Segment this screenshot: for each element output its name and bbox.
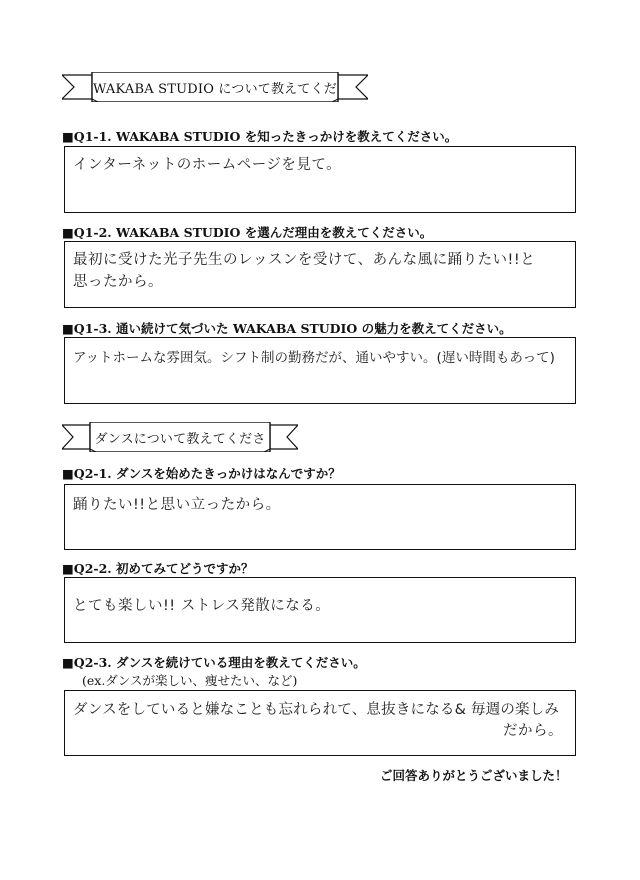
question-q2-2: ■Q2-2. 初めてみてどうですか？ bbox=[62, 561, 254, 576]
question-q1-1: ■Q1-1. WAKABA STUDIO を知ったきっかけを教えてください。 bbox=[62, 129, 458, 144]
section-title: ダンスについて教えてくださ bbox=[94, 431, 266, 447]
answer-box-q2-1 bbox=[64, 484, 576, 550]
answer-line: 最初に受けた光子先生のレッスンを受けて、あんな風に踊りたい!!と bbox=[73, 252, 536, 268]
question-q1-2: ■Q1-2. WAKABA STUDIO を選んだ理由を教えてください。 bbox=[62, 225, 433, 240]
section-ribbon-dance bbox=[62, 422, 298, 452]
answer-line: 思ったから。 bbox=[73, 274, 163, 290]
section-ribbon-studio bbox=[62, 72, 368, 102]
answer-box-q1-1 bbox=[64, 146, 576, 213]
closing-message: ご回答ありがとうございました！ bbox=[380, 768, 568, 783]
answer-line: ダンスをしていると嫌なことも忘れられて、息抜きになる& 毎週の楽しみ bbox=[73, 702, 560, 718]
question-q2-3: ■Q2-3. ダンスを続けている理由を教えてください。 bbox=[62, 655, 366, 670]
answer-line: インターネットのホームページを見て。 bbox=[73, 157, 342, 173]
answer-line: 踊りたい!!と思い立ったから。 bbox=[73, 497, 281, 513]
answer-box-q2-2 bbox=[64, 577, 576, 643]
answer-line: とても楽しい!! ストレス発散になる。 bbox=[73, 598, 331, 614]
question-note: (ex.ダンスが楽しい、痩せたい、など) bbox=[82, 673, 298, 688]
answer-line: アットホームな雰囲気。シフト制の勤務だが、通いやすい。(遅い時間もあって) bbox=[73, 350, 555, 366]
question-q1-3: ■Q1-3. 通い続けて気づいた WAKABA STUDIO の魅力を教えてください。 bbox=[62, 321, 512, 336]
question-q2-1: ■Q2-1. ダンスを始めたきっかけはなんですか？ bbox=[62, 466, 341, 481]
answer-box-q1-2 bbox=[64, 241, 576, 308]
section-title: WAKABA STUDIO について教えてくだ bbox=[93, 81, 337, 97]
answer-line: だから。 bbox=[503, 723, 563, 739]
answer-box-q1-3 bbox=[64, 337, 576, 404]
answer-box-q2-3 bbox=[64, 690, 576, 756]
